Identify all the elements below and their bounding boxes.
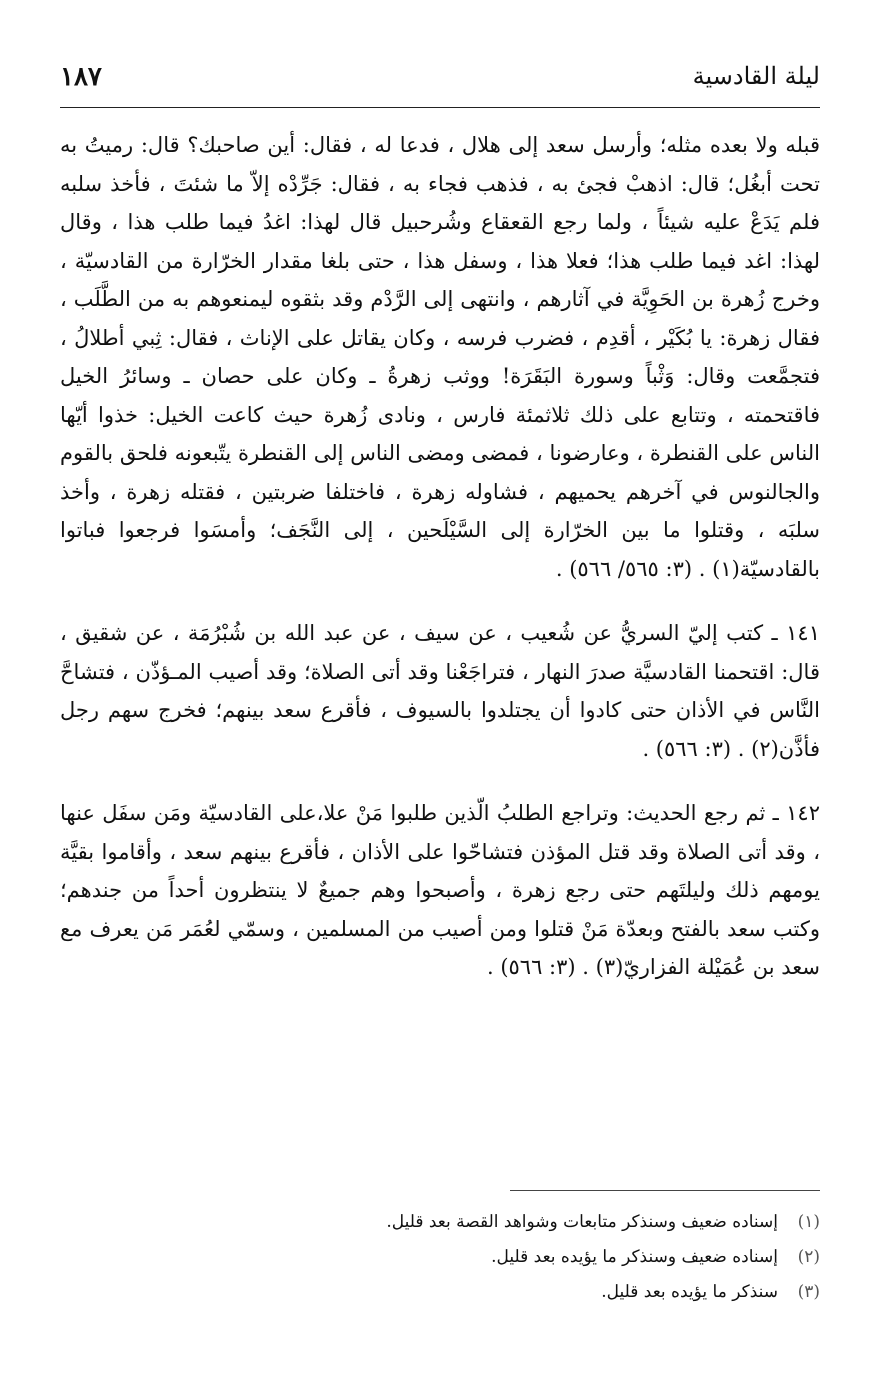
paragraph-1: قبله ولا بعده مثله؛ وأرسل سعد إلى هلال ، فدعا له ، فقال: أين صاحبك؟ قال: رميتُ به تحت أبغُل؛ قال: اذهبْ فجئ به ، فذهب فجاء به ، فقال: جَرِّدْه إلاّ ما شئتَ ، فأخذ سلبه فلم يَدَعْ عليه شيئاً ، ولما رجع القعقاع وشُرحبيل قال لهذا: اغدُ فيما طلب هذا ، وقال لهذا: اغد فيما طلب هذا؛ فعلا هذا ، وسفل هذا ، حتى بلغا مقدار الخرّارة من القادسيّة ، وخرج زُهرة بن الحَوِيَّة في آثارهم ، وانتهى إلى الرَّدْم وقد بثقوه ليمنعوهم به من الطَّلَب ، فقال زهرة: يا بُكَيْر ، أقدِم ، فضرب فرسه ، وكان يقاتل على الإناث ، فقال: ثِبي أطلالُ ، فتجمَّعت وقال: وَثْباً وسورة البَقَرَة! ووثب زهرةُ ـ وكان على حصان ـ وسائرُ الخيل فاقتحمته ، وتتابع على ذلك ثلاثمئة فارس ، ونادى زُهرة حيث كاعت الخيل: خذوا أيّها الناس على القنطرة ، وعارضونا ، فمضى ومضى الناس إلى القنطرة يتّبعونه فلحق بالقوم والجالنوس في آخرهم يحميهم ، فشاوله زهرة ، فاختلفا ضربتين ، فقتله زهرة ، وأخذ سلبَه ، وقتلوا ما بين الخرّارة إلى السَّيْلَحين ، إلى النَّجَف؛ وأمسَوا فرجعوا فباتوا بالقادسيّة(١) . (٣: ٥٦٥/ ٥٦٦) . (60, 133, 820, 581)
footnote-3 (60, 1275, 820, 1310)
main-text (60, 126, 820, 987)
paragraph-142: ١٤٢ ـ ثم رجع الحديث: وتراجع الطلبُ الّذين طلبوا مَنْ علا،على القادسيّة ومَن سفَل عنها ، وقد أتى الصلاة وقد قتل المؤذن فتشاحّوا على الأذان ، فأقرع بينهم سعد ، وأقاموا بقيَّة يومهم ذلك وليلتَهم حتى رجع زهرة ، وأصبحوا وهم جميعٌ لا ينتظرون أحداً من جندهم؛ وكتب سعد بالفتح وبعدّة مَنْ قتلوا ومن أصيب من المسلمين ، وسمّي لعُمَر مَن يعرف مع سعد بن عُمَيْلة الفزاريّ(٣) . (٣: ٥٦٦) . (60, 801, 820, 979)
running-title: ليلة القادسية (692, 62, 820, 90)
footnotes (60, 1205, 820, 1310)
page-header (60, 62, 820, 102)
footnote-text: سنذكر ما يؤيده بعد قليل. (601, 1282, 778, 1302)
footnote-mark: (١) (797, 1212, 820, 1232)
page-number: ١٨٧ (60, 62, 102, 92)
footnote-divider (510, 1190, 820, 1191)
footnote-mark: (٢) (797, 1247, 820, 1267)
paragraph-141: ١٤١ ـ كتب إليّ السريُّ عن شُعيب ، عن سيف ، عن عبد الله بن شُبْرُمَة ، عن شقيق ، قال: اقتحمنا القادسيَّة صدرَ النهار ، فتراجَعْنا وقد أتى الصلاة؛ وقد أصيب المـؤذّن ، فتشاحَّ النَّاس في الأذان حتى كادوا أن يجتلدوا بالسيوف ، فأقرع سعد بينهم؛ فخرج سهم رجل فأذَّن(٢) . (٣: ٥٦٦) . (60, 621, 820, 761)
footnote-mark: (٣) (797, 1282, 820, 1302)
footnote-2 (60, 1240, 820, 1275)
footnote-text: إسناده ضعيف وسنذكر متابعات وشواهد القصة بعد قليل. (386, 1212, 778, 1232)
document-page (60, 50, 820, 1370)
footnote-text: إسناده ضعيف وسنذكر ما يؤيده بعد قليل. (491, 1247, 778, 1267)
footnote-1 (60, 1205, 820, 1240)
header-divider (60, 107, 820, 108)
